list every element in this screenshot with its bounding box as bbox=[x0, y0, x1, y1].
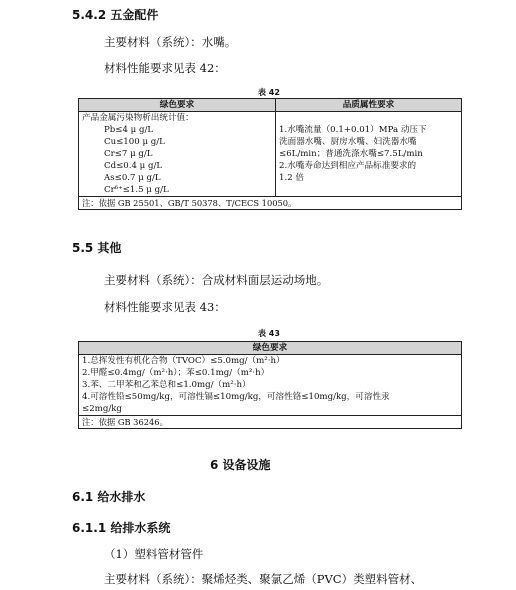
table-42-quality-requirements-cell bbox=[276, 112, 462, 197]
limit-item: Cd≤0.4 μ g/L bbox=[104, 161, 163, 171]
table-42-green-requirements-cell bbox=[79, 112, 276, 197]
limit-item: Cr≤7 μ g/L bbox=[104, 149, 153, 159]
quality-line: 1.水嘴流量（0.1+0.01）MPa 动压下 bbox=[279, 125, 427, 135]
limit-item: Pb≤4 μ g/L bbox=[104, 125, 154, 135]
performance-reference-text: 材料性能要求见表 42： bbox=[104, 61, 226, 75]
metal-pollutant-intro: 产品金属污染物析出统计值： bbox=[82, 113, 194, 123]
quality-line: 1.2 倍 bbox=[279, 173, 304, 183]
table-42-col2-header: 品质属性要求 bbox=[276, 99, 462, 112]
section-5-4-2-heading: 5.4.2 五金配件 bbox=[72, 8, 159, 22]
quality-line: ≤6L/min；普通洗涤水嘴≤7.5L/min bbox=[279, 149, 423, 159]
quality-line: 洗面器水嘴、厨房水嘴、妇洗器水嘴 bbox=[279, 137, 417, 147]
table-43-green-requirements-cell bbox=[79, 355, 462, 416]
table-43-header: 绿色要求 bbox=[79, 342, 462, 355]
requirement-line: 1.总挥发性有机化合物（TVOC）≤5.0mg/（m²·h） bbox=[82, 356, 285, 366]
section-6-1-heading: 6.1 给水排水 bbox=[72, 490, 146, 504]
requirement-line: 4.可溶性铅≤50mg/kg，可溶性镉≤10mg/kg，可溶性铬≤10mg/kg，可溶性汞 bbox=[82, 392, 390, 402]
main-material-text: 主要材料（系统）：合成材料面层运动场地。 bbox=[104, 273, 329, 287]
table-42-note: 注：依据 GB 25501、GB/T 50378、T/CECS 10050。 bbox=[79, 197, 462, 210]
performance-reference-text: 材料性能要求见表 43： bbox=[104, 300, 226, 314]
limit-item: Cr⁶⁺≤1.5 μ g/L bbox=[104, 185, 169, 195]
limit-item: Cu≤100 μ g/L bbox=[104, 137, 165, 147]
requirement-line: ≤2mg/kg bbox=[82, 404, 122, 414]
chapter-6-heading: 6 设备设施 bbox=[210, 458, 271, 472]
main-material-text: 主要材料（系统）：聚烯烃类、聚氯乙烯（PVC）类塑料管材、 bbox=[104, 572, 423, 586]
table-43 bbox=[78, 341, 462, 429]
quality-line: 2.水嘴寿命达到相应产品标准要求的 bbox=[279, 161, 417, 171]
requirement-line: 2.甲醛≤0.4mg/（m²·h）；苯≤0.1mg/（m²·h） bbox=[82, 368, 270, 378]
section-5-5-heading: 5.5 其他 bbox=[72, 241, 122, 255]
table-42-col1-header: 绿色要求 bbox=[79, 99, 276, 112]
requirement-line: 3.苯、二甲苯和乙苯总和≤1.0mg/（m²·h） bbox=[82, 380, 251, 390]
table-43-note: 注：依据 GB 36246。 bbox=[79, 416, 462, 429]
subsection-item: （1）塑料管材管件 bbox=[104, 547, 204, 561]
main-material-text: 主要材料（系统）：水嘴。 bbox=[104, 35, 237, 49]
section-6-1-1-heading: 6.1.1 给排水系统 bbox=[72, 521, 171, 535]
table-43-caption: 表 43 bbox=[258, 329, 280, 338]
table-42-caption: 表 42 bbox=[258, 88, 280, 97]
limit-item: As≤0.7 μ g/L bbox=[104, 173, 161, 183]
table-42 bbox=[78, 98, 462, 210]
